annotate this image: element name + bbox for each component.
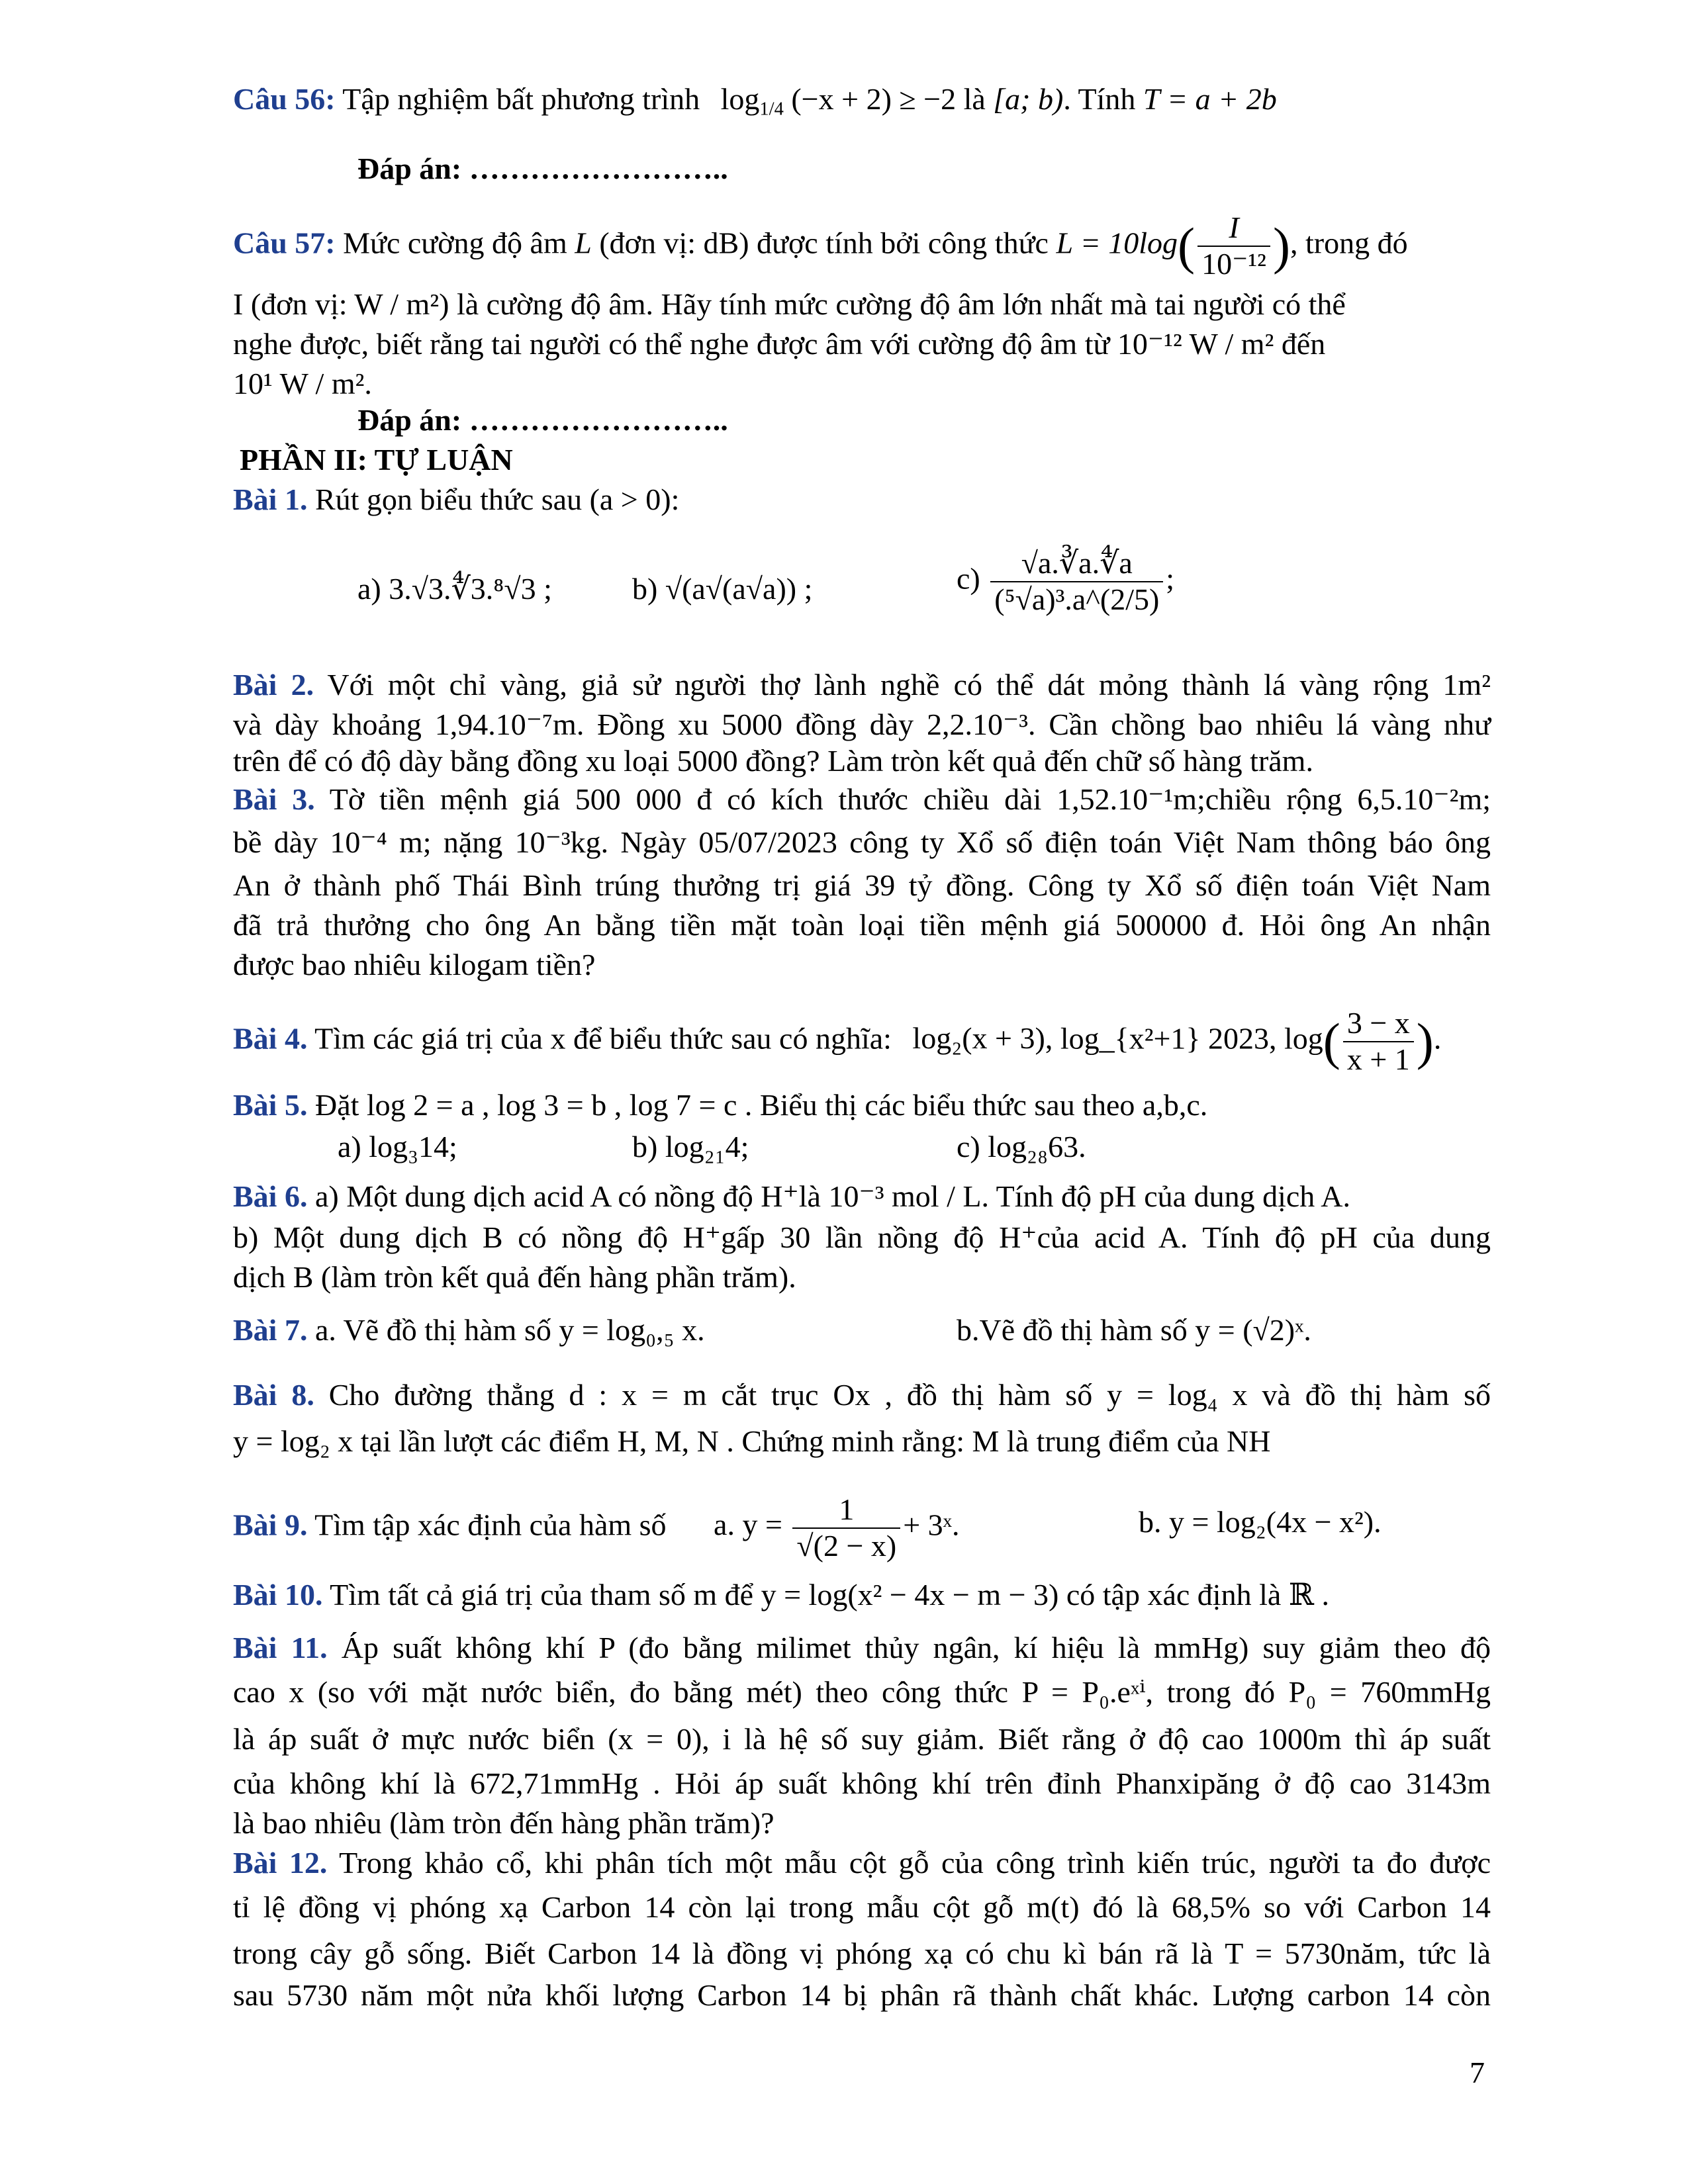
log-term: $\log_{1/4}$ <box>720 82 784 120</box>
question-text: Tập nghiệm bất phương trình <box>342 82 700 116</box>
text-line: dịch B (làm tròn kết quả đến hàng phần trăm). <box>233 1260 796 1294</box>
text-line: và dày khoảng 1,94.10⁻⁷m. Đồng xu 5000 đồng dày 2,2.10⁻³. Cần chồng bao nhiêu lá vàng như <box>233 707 1491 741</box>
text-line: là bao nhiêu (làm tròn đến hàng phần trăm)? <box>233 1806 774 1840</box>
exercise-5: Bài 5. Đặt log 2 = a , log 3 = b , log 7 = c . Biểu thị các biểu thức sau theo a,b,c. <box>233 1088 1208 1122</box>
exercise-7-b: b.Vẽ đồ thị hàm số y = (√2)ˣ. <box>957 1313 1311 1347</box>
text-line: 10¹ W / m². <box>233 367 372 400</box>
fraction: $\frac{√a.∛a.∜a}{\text{(⁵√a)³.a\textasciicircum{}(2/5)}}$ <box>990 546 1163 617</box>
question-57: Câu 57: Mức cường độ âm L (đơn vị: dB) được tính bởi công thức L = 10log( $\frac{I}{\text{10⁻¹²}}$ ), trong đó <box>233 210 1408 281</box>
exercise-1: Bài 1. Rút gọn biểu thức sau (a > 0): <box>233 482 680 516</box>
text-line: I (đơn vị: W / m²) là cường độ âm. Hãy tính mức cường độ âm lớn nhất mà tai người có thể <box>233 287 1346 321</box>
exercise-6: Bài 6. a) Một dung dịch acid A có nồng độ H⁺là 10⁻³ mol / L. Tính độ pH của dung dịch A. <box>233 1179 1350 1213</box>
exercise-label: Bài 12. <box>233 1846 328 1880</box>
text-line: đã trả thưởng cho ông An bằng tiền mặt toàn loại tiền mệnh giá 500000 đ. Hỏi ông An nhận <box>233 908 1491 942</box>
exercise-3: Bài 3. Tờ tiền mệnh giá 500 000 đ có kích thước chiều dài 1,52.10⁻¹m;chiều rộng 6,5.10⁻²m; <box>233 782 1491 816</box>
question-label: Câu 56: <box>233 82 336 116</box>
formula: L = 10log <box>1056 226 1178 260</box>
fraction: $\frac{I}{\text{10⁻¹²}}$ <box>1197 210 1270 282</box>
exercise-label: Bài 7. <box>233 1313 308 1347</box>
exercise-4: Bài 4. Tìm các giá trị của x để biểu thức sau có nghĩa: log₂(x + 3), log_{x²+1} 2023, log( $\frac{3 - x}{x + 1}$ ). <box>233 1006 1442 1076</box>
interval: [a; b) <box>993 82 1064 116</box>
exercise-8: Bài 8. Cho đường thẳng d : x = m cắt trục Ox , đồ thị hàm số y = log₄ x và đồ thị hàm số <box>233 1378 1491 1412</box>
answer-line-57: Đáp án: …………………….. <box>357 403 728 437</box>
text-line: y = log₂ x tại lần lượt các điểm H, M, N . Chứng minh rằng: M là trung điểm của NH <box>233 1424 1271 1458</box>
exercise-5-a: a) log₃14; <box>338 1130 457 1163</box>
exercise-11: Bài 11. Áp suất không khí P (đo bằng milimet thủy ngân, kí hiệu là mmHg) suy giảm theo độ <box>233 1631 1491 1664</box>
exercise-7: Bài 7. a. Vẽ đồ thị hàm số y = log₀,₅ x. <box>233 1313 705 1347</box>
exercise-label: Bài 9. <box>233 1508 308 1542</box>
exercise-label: Bài 8. <box>233 1378 314 1412</box>
text-line: An ở thành phố Thái Bình trúng thưởng trị giá 39 tỷ đồng. Công ty Xổ số điện toán Việt Nam <box>233 868 1491 902</box>
question-label: Câu 57: <box>233 226 336 260</box>
exercise-2: Bài 2. Với một chỉ vàng, giả sử người thợ lành nghề có thể dát mỏng thành lá vàng rộng 1m² <box>233 668 1491 702</box>
text-line: sau 5730 năm một nửa khối lượng Carbon 14 bị phân rã thành chất khác. Lượng carbon 14 còn <box>233 1978 1491 2012</box>
text-line: trên để có độ dày bằng đồng xu loại 5000 đồng? Làm tròn kết quả đến chữ số hàng trăm. <box>233 744 1313 778</box>
question-text: là <box>963 82 986 116</box>
exercise-12: Bài 12. Trong khảo cổ, khi phân tích một mẫu cột gỗ của công trình kiến trúc, người ta đo được <box>233 1846 1491 1880</box>
exercise-label: Bài 3. <box>233 782 315 816</box>
exercise-label: Bài 10. <box>233 1578 323 1612</box>
text-line: cao x (so với mặt nước biển, đo bằng mét) theo công thức P = P₀.eˣⁱ, trong đó P₀ = 760mmHg <box>233 1675 1491 1709</box>
text-line: tỉ lệ đồng vị phóng xạ Carbon 14 còn lại trong mẫu cột gỗ m(t) đó là 68,5% so với Carbon 14 <box>233 1890 1491 1924</box>
text-line: b) Một dung dịch B có nồng độ H⁺gấp 30 lần nồng độ H⁺của acid A. Tính độ pH của dung <box>233 1220 1491 1254</box>
text-line: bề dày 10⁻⁴ m; nặng 10⁻³kg. Ngày 05/07/2023 công ty Xổ số điện toán Việt Nam thông báo ông <box>233 825 1491 859</box>
fraction: $\frac{1}{√(2 - x)}$ <box>792 1492 900 1564</box>
page-number: 7 <box>1470 2056 1485 2089</box>
fraction: $\frac{3 - x}{x + 1}$ <box>1343 1006 1414 1077</box>
exercise-5-b: b) log₂₁4; <box>632 1130 749 1163</box>
text-line: nghe được, biết rằng tai người có thể nghe được âm với cường độ âm từ 10⁻¹² W / m² đến <box>233 327 1326 361</box>
exercise-9: Bài 9. Tìm tập xác định của hàm số a. y = $\frac{1}{√(2 - x)}$ + 3ˣ. <box>233 1492 960 1563</box>
exercise-label: Bài 5. <box>233 1088 308 1122</box>
exercise-label: Bài 11. <box>233 1631 328 1664</box>
exercise-label: Bài 1. <box>233 482 308 516</box>
exercise-1-b: b) √(a√(a√a)) ; <box>632 572 813 606</box>
answer-line-56: Đáp án: …………………….. <box>357 152 728 185</box>
text-line: trong cây gỗ sống. Biết Carbon 14 là đồng vị phóng xạ có chu kì bán rã là T = 5730năm, tức là <box>233 1936 1491 1970</box>
text-line: được bao nhiêu kilogam tiền? <box>233 948 596 981</box>
exercise-label: Bài 2. <box>233 668 314 702</box>
text-line: của không khí là 672,71mmHg . Hỏi áp suất không khí trên đỉnh Phanxipăng ở độ cao 3143m <box>233 1766 1491 1800</box>
exercise-label: Bài 4. <box>233 1021 308 1056</box>
exercise-1-c: c) $\frac{√a.∛a.∜a}{\text{(⁵√a)³.a\textasciicircum{}(2/5)}}$ ; <box>957 546 1175 616</box>
exercise-label: Bài 6. <box>233 1179 308 1213</box>
text-line: là áp suất ở mực nước biển (x = 0), i là hệ số suy giảm. Biết rằng ở độ cao 1000m thì áp suất <box>233 1722 1491 1756</box>
question-56: Câu 56: Tập nghiệm bất phương trình $\log_{1/4} (-x + 2) \ge -2$ là [a; b). Tính T = a + 2b <box>233 82 1277 120</box>
exercise-1-a: a) 3.√3.∜3.⁸√3 ; <box>357 572 552 606</box>
exercise-10: Bài 10. Tìm tất cả giá trị của tham số m để y = log(x² − 4x − m − 3) có tập xác định là ℝ . <box>233 1578 1330 1612</box>
formula: T = a + 2b <box>1143 82 1277 116</box>
section-title: PHẦN II: TỰ LUẬN <box>240 443 513 477</box>
exercise-5-c: c) log₂₈63. <box>957 1130 1086 1163</box>
exercise-9-b: b. y = log₂(4x − x²). <box>1139 1505 1382 1539</box>
inequality: (−x + 2) ≥ −2 <box>791 82 957 116</box>
